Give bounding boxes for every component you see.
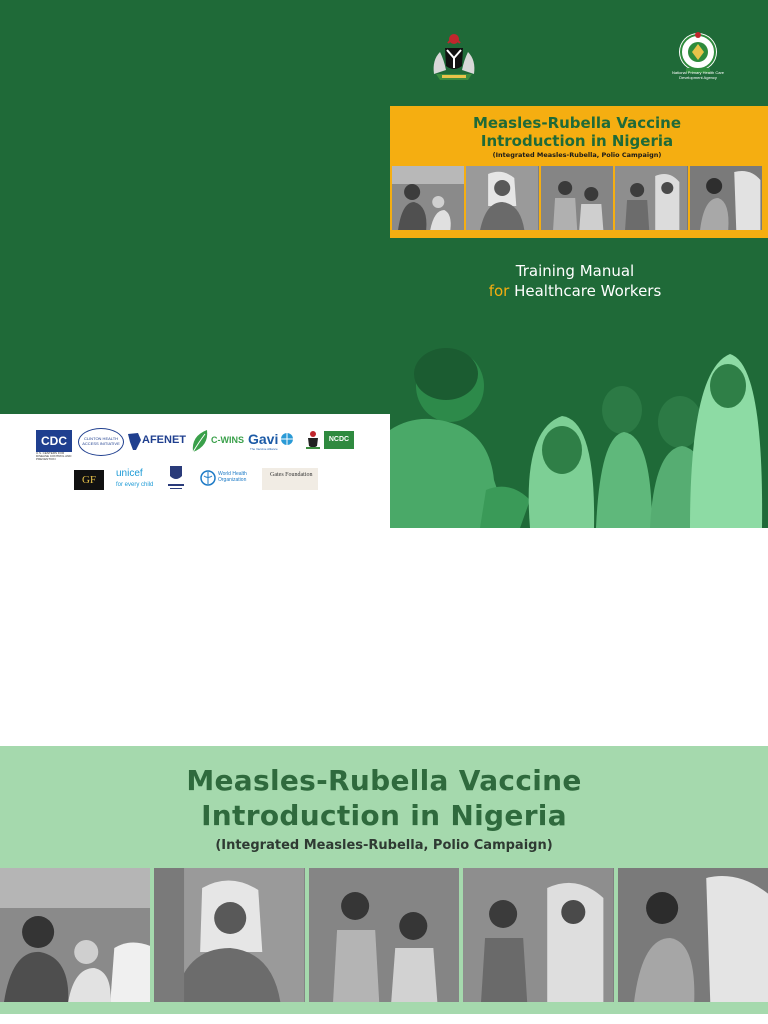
title-line-1: Measles-Rubella Vaccine bbox=[472, 114, 682, 132]
ncdc-emblem-icon bbox=[304, 430, 322, 450]
gavi-caption: The Vaccine Alliance bbox=[250, 447, 278, 451]
cwins-leaf-icon bbox=[189, 428, 211, 454]
manual-audience bbox=[390, 282, 760, 300]
bottom-photo-4 bbox=[463, 868, 613, 1002]
bottom-photo-5 bbox=[618, 868, 768, 1002]
clinton-logo: CLINTON HEALTH ACCESS INITIATIVE bbox=[78, 428, 124, 456]
photo-vaccination-3 bbox=[541, 166, 613, 230]
bottom-photo-1 bbox=[0, 868, 150, 1002]
africa-map-icon bbox=[126, 432, 142, 452]
university-crest-icon bbox=[166, 464, 186, 492]
coat-of-arms-icon bbox=[428, 30, 480, 82]
afenet-logo: AFENET bbox=[142, 434, 186, 446]
cdc-logo: CDC bbox=[36, 430, 72, 452]
bottom-photo-3 bbox=[309, 868, 459, 1002]
photo-vaccination-5 bbox=[690, 166, 762, 230]
title-subtitle: (Integrated Measles-Rubella, Polio Campaign) bbox=[492, 151, 662, 159]
manual-for-word: for bbox=[488, 282, 510, 300]
photo-vaccination-4 bbox=[615, 166, 687, 230]
gates-foundation-logo: Gates Foundation bbox=[262, 468, 318, 490]
bottom-title-line-2: Introduction in Nigeria bbox=[201, 799, 567, 832]
gavi-globe-icon bbox=[280, 432, 294, 446]
photo-strip bbox=[392, 166, 762, 230]
who-logo: World Health Organization bbox=[218, 471, 247, 483]
photo-vaccination-2 bbox=[466, 166, 538, 230]
unicef-tagline: for every child bbox=[116, 482, 154, 488]
bottom-title-banner bbox=[0, 746, 768, 870]
nphcda-caption: National Primary Health Care Development Agency bbox=[671, 70, 725, 80]
manual-title: Training Manual bbox=[515, 262, 635, 280]
title-line-2: Introduction in Nigeria bbox=[480, 132, 674, 150]
cdc-caption: U.S. CENTERS FOR DISEASE CONTROL AND PREVENTION bbox=[36, 451, 72, 461]
ncdc-logo: NCDC bbox=[324, 431, 354, 449]
who-emblem-icon bbox=[200, 470, 216, 486]
cwins-logo: C-WINS bbox=[211, 435, 244, 445]
bottom-photo-strip bbox=[0, 868, 768, 1002]
children-photo bbox=[390, 340, 768, 528]
bottom-border bbox=[0, 1002, 768, 1014]
title-banner bbox=[390, 106, 768, 238]
gf-logo: GF bbox=[74, 470, 104, 490]
gavi-logo: Gavi bbox=[248, 431, 279, 447]
manual-audience-text: Healthcare Workers bbox=[509, 282, 662, 300]
bottom-subtitle: (Integrated Measles-Rubella, Polio Campaign) bbox=[215, 838, 553, 853]
bottom-photo-2 bbox=[154, 868, 304, 1002]
partner-logos bbox=[0, 414, 390, 528]
unicef-logo: unicef bbox=[116, 468, 143, 479]
bottom-title-line-1: Measles-Rubella Vaccine bbox=[186, 764, 582, 797]
photo-vaccination-1 bbox=[392, 166, 464, 230]
